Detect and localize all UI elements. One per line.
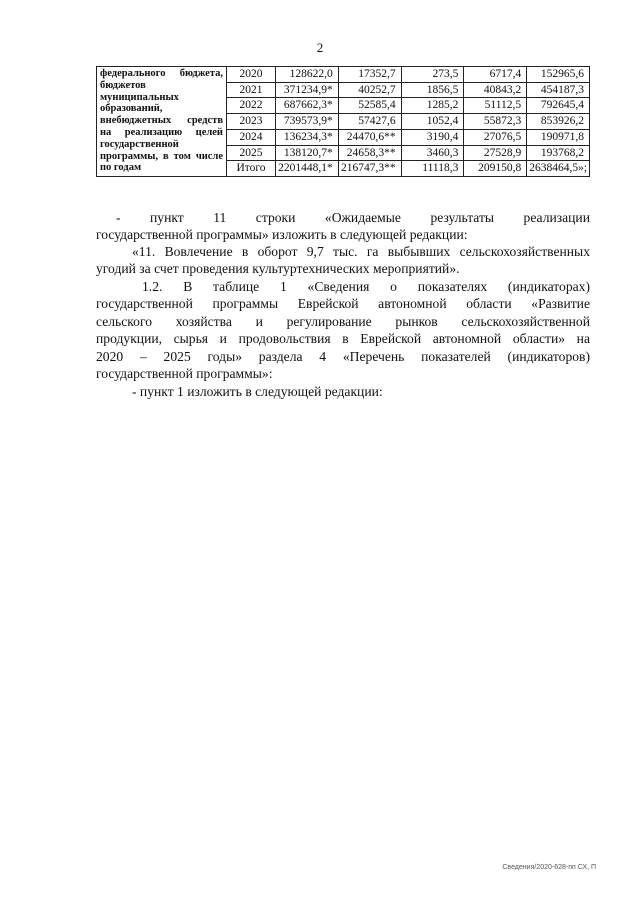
amount-cell: 739573,9*: [276, 114, 339, 130]
amount-cell: 216747,3**: [338, 161, 401, 177]
amount-cell: 190971,8: [527, 129, 590, 145]
paragraph-3-line-3: сельского хозяйства и регулирование рынков сельскохозяйственной: [96, 313, 590, 329]
amount-cell: 138120,7*: [276, 145, 339, 161]
paragraph-3-line-1: 1.2. В таблице 1 «Сведения о показателях (индикаторах): [142, 279, 590, 294]
amount-cell: 2201448,1*: [276, 161, 339, 177]
amount-cell: 2638464,5»;: [527, 161, 590, 177]
paragraph-2-line-1: «11. Вовлечение в оборот 9,7 тыс. га выбывших сельскохозяйственных: [132, 244, 590, 259]
year-cell: 2025: [227, 145, 276, 161]
year-cell: 2021: [227, 82, 276, 98]
amount-cell: 24658,3**: [338, 145, 401, 161]
year-cell: 2020: [227, 67, 276, 83]
amount-cell: 6717,4: [464, 67, 527, 83]
amount-cell: 193768,2: [527, 145, 590, 161]
paragraph-4-line-1: - пункт 1 изложить в следующей редакции:: [132, 384, 383, 399]
page-number: 2: [316, 40, 324, 55]
amount-cell: 792645,4: [527, 98, 590, 114]
paragraph-1-line-1: - пункт 11 строки «Ожидаемые результаты реализации: [116, 210, 590, 225]
amount-cell: 152965,6: [527, 67, 590, 83]
amount-cell: 57427,6: [338, 114, 401, 130]
amount-cell: 17352,7: [338, 67, 401, 83]
paragraph-3-line-5: 2020 – 2025 годы» раздела 4 «Перечень показателей (индикаторов): [96, 348, 590, 364]
amount-cell: 52585,4: [338, 98, 401, 114]
table-row: [97, 67, 590, 83]
amount-cell: 55872,3: [464, 114, 527, 130]
amount-cell: 1856,5: [401, 82, 464, 98]
amount-cell: 136234,3*: [276, 129, 339, 145]
paragraph-1-line-2: государственной программы» изложить в следующей редакции:: [96, 227, 468, 243]
paragraph-1: [96, 209, 590, 244]
paragraph-3-line-2: государственной программы Еврейской автономной области «Развитие: [96, 296, 590, 312]
amount-cell: 687662,3*: [276, 98, 339, 114]
amount-cell: 40843,2: [464, 82, 527, 98]
paragraph-3-line-4: продукции, сырья и продовольствия в Еврейской автономной области» на: [96, 331, 590, 347]
amount-cell: 24470,6**: [338, 129, 401, 145]
amount-cell: 273,5: [401, 67, 464, 83]
amount-cell: 27076,5: [464, 129, 527, 145]
paragraph-4: [96, 383, 590, 400]
year-cell: 2024: [227, 129, 276, 145]
amount-cell: 853926,2: [527, 114, 590, 130]
paragraph-3-line-6: государственной программы»:: [96, 366, 273, 382]
amount-cell: 371234,9*: [276, 82, 339, 98]
year-cell: 2023: [227, 114, 276, 130]
amount-cell: 3460,3: [401, 145, 464, 161]
paragraph-2: [96, 243, 590, 278]
table-row-label: федерального бюджета, бюджетов муниципальных образований, внебюджетных средств на реализацию целей государственной программы, в том числе по годам: [97, 67, 227, 177]
amount-cell: 3190,4: [401, 129, 464, 145]
amount-cell: 1052,4: [401, 114, 464, 130]
year-cell: Итого: [227, 161, 276, 177]
amount-cell: 1285,2: [401, 98, 464, 114]
amount-cell: 40252,7: [338, 82, 401, 98]
amount-cell: 51112,5: [464, 98, 527, 114]
amount-cell: 454187,3: [527, 82, 590, 98]
year-cell: 2022: [227, 98, 276, 114]
amount-cell: 27528,9: [464, 145, 527, 161]
amount-cell: 128622,0: [276, 67, 339, 83]
paragraph-2-line-2: угодий за счет проведения культуртехнических мероприятий».: [96, 261, 460, 277]
amount-cell: 209150,8: [464, 161, 527, 177]
footer-stamp: Сведения/2020-628-пп СХ, П: [502, 864, 596, 871]
funding-table: [96, 66, 590, 177]
amount-cell: 11118,3: [401, 161, 464, 177]
paragraph-3: [96, 278, 590, 382]
